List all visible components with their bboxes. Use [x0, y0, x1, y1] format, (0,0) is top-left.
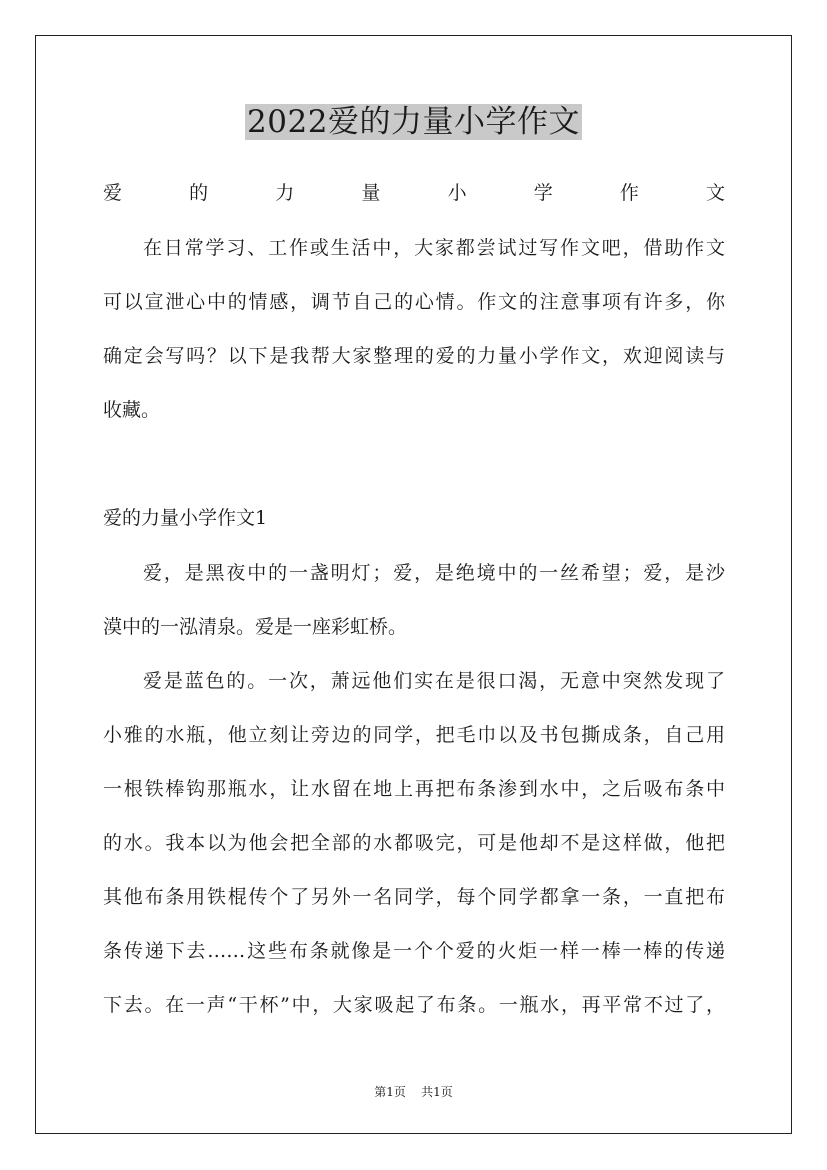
paragraph-line: 条传递下去……这些布条就像是一个个爱的火炬一样一棒一棒的传递 — [103, 940, 725, 962]
page-total: 共1页 — [421, 1085, 453, 1099]
paragraph-line: 小雅的水瓶，他立刻让旁边的同学，把毛巾以及书包撕成条，自己用 — [103, 724, 725, 746]
document-subtitle: 爱的力量小学作文 — [103, 182, 725, 204]
paragraph-line: 其他布条用铁棍传个了另外一名同学，每个同学都拿一条，一直把布 — [103, 886, 725, 908]
paragraph-line: 漠中的一泓清泉。爱是一座彩虹桥。 — [103, 616, 408, 638]
intro-line: 可以宣泄心中的情感，调节自己的心情。作文的注意事项有许多，你 — [103, 291, 725, 313]
intro-line: 在日常学习、工作或生活中，大家都尝试过写作文吧，借助作文 — [143, 237, 725, 259]
document-title-text: 2022爱的力量小学作文 — [247, 104, 580, 140]
intro-line: 收藏。 — [103, 399, 161, 421]
paragraph-line: 爱，是黑夜中的一盏明灯；爱，是绝境中的一丝希望；爱，是沙 — [143, 562, 725, 584]
paragraph-line: 一根铁棒钩那瓶水，让水留在地上再把布条渗到水中，之后吸布条中 — [103, 778, 725, 800]
paragraph-line: 下去。在一声“干杯”中，大家吸起了布条。一瓶水，再平常不过了， — [103, 994, 725, 1016]
paragraph-line: 爱是蓝色的。一次，萧远他们实在是很口渴，无意中突然发现了 — [143, 670, 725, 692]
document-title — [0, 101, 827, 143]
section-heading: 爱的力量小学作文1 — [103, 507, 268, 529]
page-number: 第1页 — [374, 1085, 406, 1099]
intro-line: 确定会写吗？以下是我帮大家整理的爱的力量小学作文，欢迎阅读与 — [103, 345, 725, 367]
page-footer — [0, 1083, 827, 1101]
paragraph-line: 的水。我本以为他会把全部的水都吸完，可是他却不是这样做，他把 — [103, 832, 725, 854]
